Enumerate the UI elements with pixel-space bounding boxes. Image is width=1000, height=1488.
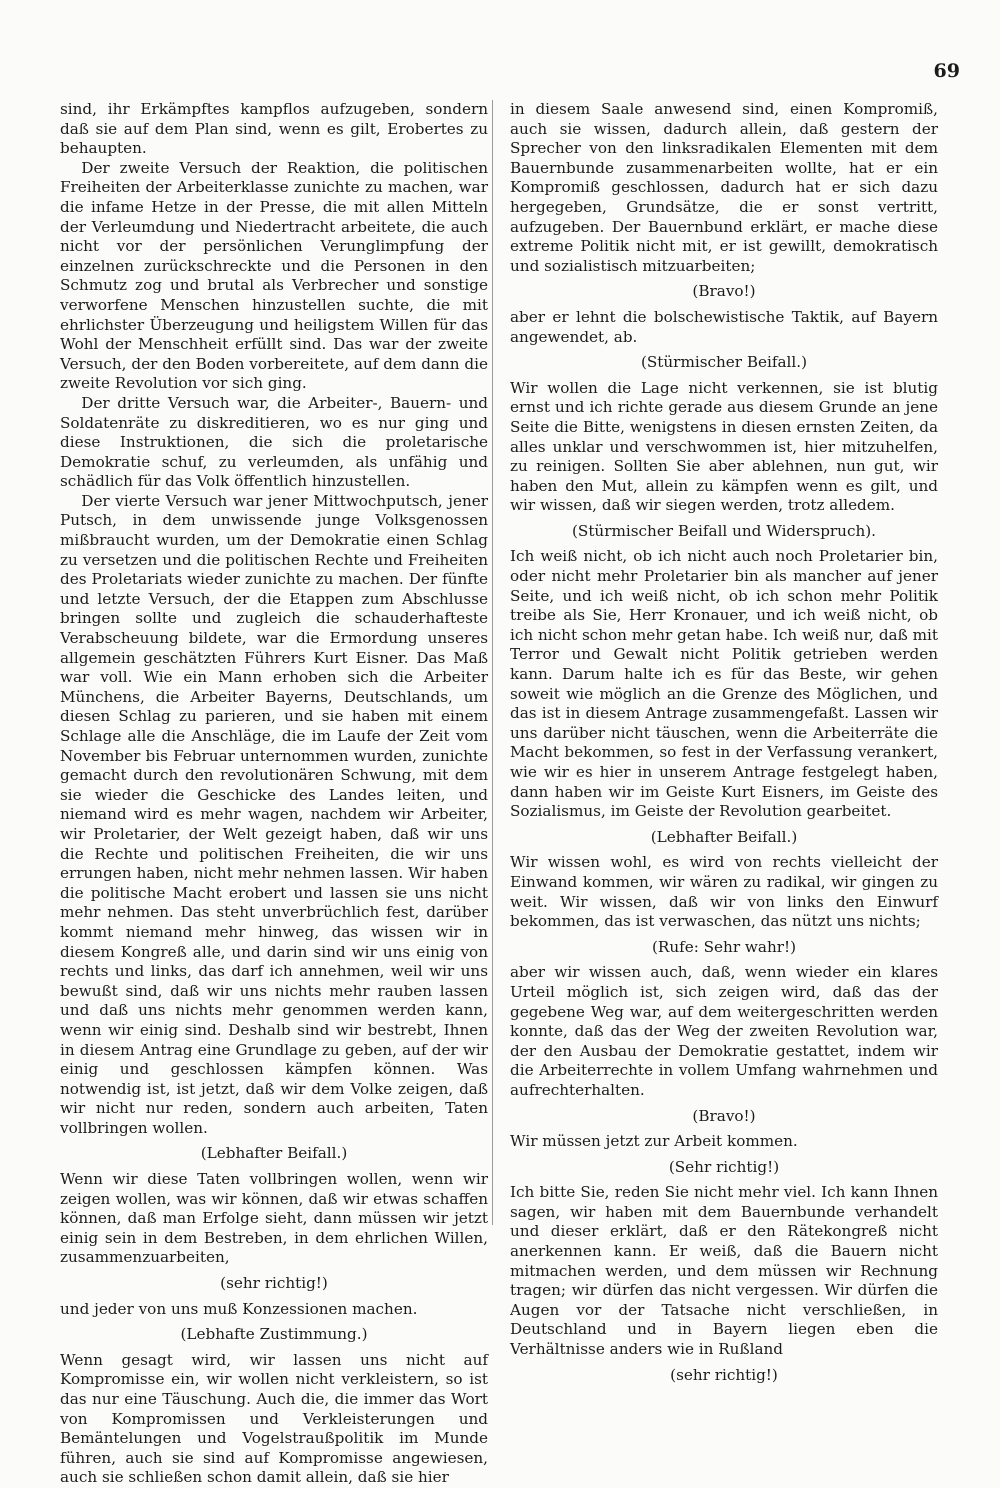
paragraph: Der dritte Versuch war, die Arbeiter-, Bauern- und Soldatenräte zu diskreditieren, wo es nur ging und diese Instruktionen, die sich die proletarische Demokratie schuf, zu verleumden, als unfähig und schädlich für das Volk öffentlich hinzustellen. bbox=[60, 393, 488, 491]
paragraph: Wir wissen wohl, es wird von rechts vielleicht der Einwand kommen, wir wären zu radikal, wir gingen zu weit. Wir wissen, daß wir von links den Einwurf bekommen, das ist verwaschen, das nützt uns nichts; bbox=[510, 853, 938, 931]
interjection: (Lebhafte Zustimmung.) bbox=[180, 1325, 368, 1344]
paragraph: Wir müssen jetzt zur Arbeit kommen. bbox=[510, 1132, 798, 1151]
page-number: 69 bbox=[933, 60, 960, 82]
paragraph: Ich weiß nicht, ob ich nicht auch noch Proletarier bin, oder nicht mehr Proletarier bin als mancher auf jener Seite, und ich weiß nicht, ob ich schon mehr Politik treibe als Sie, Herr Kronauer, und ich weiß nicht, ob ich nicht schon mehr getan habe. Ich weiß nur, daß mit Terror und Gewalt nicht Politik getrieben werden kann. Darum halte ich es für das Beste, wir gehen soweit wie möglich an die Grenze des Möglichen, und das ist in diesem Antrage zusammengefaßt. Lassen wir uns darüber nicht täuschen, wenn die Arbeiterräte die Macht bekommen, so fest in der Verfassung verankert, wie wir es hier in unserem Antrage festgelegt haben, dann haben wir im Geiste Kurt Eisners, im Geiste des Sozialismus, im Geiste der Revolution gearbeitet. bbox=[510, 547, 938, 821]
interjection: (Lebhafter Beifall.) bbox=[650, 827, 798, 846]
column-divider bbox=[492, 100, 493, 1225]
paragraph: aber wir wissen auch, daß, wenn wieder ein klares Urteil möglich ist, sich zeigen wird, daß das der gegebene Weg war, auf dem weitergeschritten werden konnte, daß das der Weg der zweiten Revolution war, der den Ausbau der Demokratie gestattet, indem wir die Arbeiterrechte in vollem Umfang wahrnehmen und aufrechterhalten. bbox=[510, 963, 938, 1099]
interjection: (Sehr richtig!) bbox=[668, 1157, 780, 1176]
interjection: (Lebhafter Beifall.) bbox=[200, 1144, 348, 1163]
interjection: (Stürmischer Beifall und Widerspruch). bbox=[572, 521, 876, 540]
interjection: (Bravo!) bbox=[692, 1106, 756, 1125]
paragraph: und jeder von uns muß Konzessionen machen. bbox=[60, 1299, 418, 1318]
paragraph: Ich bitte Sie, reden Sie nicht mehr viel. Ich kann Ihnen sagen, wir haben mit dem Bauernbunde verhandelt und dieser erklärt, daß er den Rätekongreß nicht anerkennen kann. Er weiß, daß die Bauern nicht mitmachen werden, und dem müssen wir Rechnung tragen; wir dürfen das nicht vergessen. Wir dürfen die Augen vor der Tatsache nicht verschließen, in Deutschland und in Bayern liegen eben die Verhältnisse anders wie in Rußland bbox=[510, 1183, 938, 1359]
paragraph: Der zweite Versuch der Reaktion, die politischen Freiheiten der Arbeiterklasse zunichte zu machen, war die infame Hetze in der Presse, die mit allen Mitteln der Verleumdung und Niedertracht arbeitete, die auch nicht vor der persönlichen Verunglimpfung der einzelnen zurückschreckte und die Personen in den Schmutz zog und brutal als Verbrecher und sonstige verworfene Menschen hinzustellen suchte, die mit ehrlichster Überzeugung und heiligstem Willen für das Wohl der Menschheit erfüllt sind. Das war der zweite Versuch, der den Boden vorbereitete, auf dem dann die zweite Revolution vor sich ging. bbox=[60, 158, 488, 393]
left-column bbox=[60, 100, 488, 1488]
paragraph: Wenn gesagt wird, wir lassen uns nicht auf Kompromisse ein, wir wollen nicht verkleistern, so ist das nur eine Täuschung. Auch die, die immer das Wort von Kompromissen und Verkleisterungen und Bemäntelungen und Vogelstraußpolitik im Munde führen, auch sie sind auf Kompromisse angewiesen, auch sie schließen schon damit allein, daß sie hier bbox=[60, 1350, 488, 1487]
paragraph: Wir wollen die Lage nicht verkennen, sie ist blutig ernst und ich richte gerade aus diesem Grunde an jene Seite die Bitte, wenigstens in diesen ernsten Zeiten, da alles unklar und verschwommen ist, hier mitzuhelfen, zu reinigen. Sollten Sie aber ablehnen, nun gut, wir haben den Mut, allein zu kämpfen wenn es gilt, und wir wissen, daß wir siegen werden, trotz alledem. bbox=[510, 378, 938, 515]
paragraph: in diesem Saale anwesend sind, einen Kompromiß, auch sie wissen, dadurch allein, daß gestern der Sprecher von den linksradikalen Elementen mit dem Bauernbunde zusammenarbeiten wollte, hat er ein Kompromiß geschlossen, dadurch hat er sich dazu hergegeben, Grundsätze, die er sonst vertritt, aufzugeben. Der Bauernbund erklärt, er mache diese extreme Politik nicht mit, er ist gewillt, demokratisch und sozialistisch mitzuarbeiten; bbox=[510, 100, 938, 275]
paragraph: Wenn wir diese Taten vollbringen wollen, wenn wir zeigen wollen, was wir können, daß wir etwas schaffen können, daß man Erfolge sieht, dann müssen wir jetzt einig sein in dem Bestreben, in dem ehrlichen Willen, zusammenzuarbeiten, bbox=[60, 1170, 488, 1267]
right-column bbox=[510, 100, 938, 1391]
interjection: (Bravo!) bbox=[692, 282, 756, 301]
interjection: (sehr richtig!) bbox=[670, 1365, 778, 1384]
interjection: (Rufe: Sehr wahr!) bbox=[651, 937, 797, 956]
paragraph: sind, ihr Erkämpftes kampflos aufzugeben, sondern daß sie auf dem Plan sind, wenn es gilt, Erobertes zu behaupten. bbox=[60, 100, 488, 158]
paragraph: aber er lehnt die bolschewistische Taktik, auf Bayern angewendet, ab. bbox=[510, 307, 938, 346]
paragraph: Der vierte Versuch war jener Mittwochputsch, jener Putsch, in dem unwissende junge Volksgenossen mißbraucht wurden, um der Demokratie einen Schlag zu versetzen und die politischen Rechte und Freiheiten des Proletariats wieder zunichte zu machen. Der fünfte und letzte Versuch, der die Etappen zum Abschlusse bringen sollte und zugleich die schauderhafteste Verabscheuung bildete, war die Ermordung unseres allgemein geschätzten Führers Kurt Eisner. Das Maß war voll. Wie ein Mann erhoben sich die Arbeiter Münchens, die Arbeiter Bayerns, Deutschlands, um diesen Schlag zu parieren, und sie haben mit einem Schlage alle die Anschläge, die im Laufe der Zeit vom November bis Februar unternommen wurden, zunichte gemacht durch den revolutionären Schwung, mit dem sie wieder die Geschicke des Landes leiten, und niemand wird es mehr wagen, nachdem wir Arbeiter, wir Proletarier, der Welt gezeigt haben, daß wir uns die Rechte und politischen Freiheiten, die wir uns errungen haben, nicht mehr nehmen lassen. Wir haben die politische Macht erobert und lassen sie uns nicht mehr nehmen. Das steht unverbrüchlich fest, darüber kommt niemand mehr hinweg, das wissen wir in diesem Kongreß alle, und darin sind wir uns einig von rechts und links, das darf ich annehmen, weil wir uns bewußt sind, daß wir uns nichts mehr rauben lassen und daß uns nichts mehr genommen werden kann, wenn wir einig sind. Deshalb sind wir bestrebt, Ihnen in diesem Antrag eine Grundlage zu geben, auf der wir einig und geschlossen kämpfen können. Was notwendig ist, ist jetzt, daß wir dem Volke zeigen, daß wir nicht nur reden, sondern auch arbeiten, Taten vollbringen wollen. bbox=[60, 491, 488, 1137]
interjection: (sehr richtig!) bbox=[220, 1274, 328, 1293]
interjection: (Stürmischer Beifall.) bbox=[640, 353, 808, 372]
